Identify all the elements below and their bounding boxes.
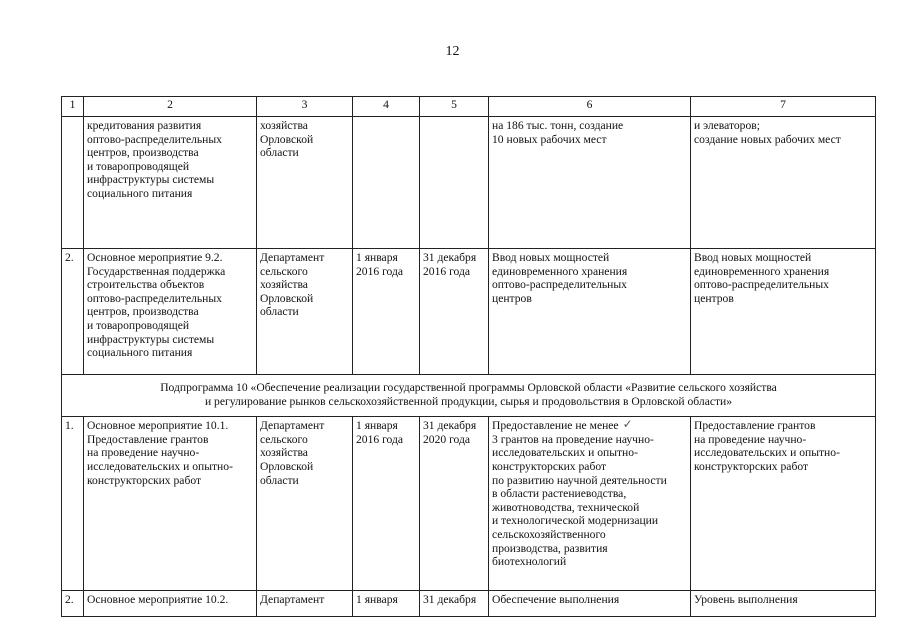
row-number-cell: 2. <box>62 249 84 375</box>
measure-name-cell <box>84 117 257 249</box>
measure-name-cell <box>84 417 257 591</box>
consequence-line: Уровень выполнения <box>694 593 798 607</box>
executor-line: Департамент <box>260 419 325 433</box>
measure-name-line: центров, производства <box>87 305 199 319</box>
start-date-line: 1 января <box>356 593 398 607</box>
executor-line: области <box>260 305 299 319</box>
expected-result-line: по развитию научной деятельности <box>492 473 667 487</box>
consequence-line: конструкторских работ <box>694 459 809 473</box>
consequence-line: и элеваторов; <box>694 119 760 132</box>
end-date-cell <box>420 117 489 249</box>
end-date-line: 31 декабря <box>423 251 477 264</box>
start-date-line: 1 января <box>356 419 398 433</box>
end-date-cell <box>420 417 489 591</box>
measure-name-line: социального питания <box>87 346 193 360</box>
consequence-cell <box>691 249 876 375</box>
expected-result-line: животноводства, технической <box>492 500 640 514</box>
measure-name-line: инфраструктуры системы <box>87 332 215 346</box>
measure-name-cell <box>84 591 257 617</box>
expected-result-line: оптово-распределительных <box>492 278 627 292</box>
start-date-cell <box>353 249 420 375</box>
expected-result-line: Ввод новых мощностей <box>492 251 610 264</box>
expected-result-line: Обеспечение выполнения <box>492 593 620 607</box>
end-date-line: 31 декабря <box>423 593 477 607</box>
measure-name-cell <box>84 249 257 375</box>
table-row <box>62 417 876 591</box>
executor-cell <box>257 117 353 249</box>
row-number-cell: 2. <box>62 591 84 617</box>
header-cell: 4 <box>353 97 420 117</box>
expected-result-line: на 186 тыс. тонн, создание <box>492 119 624 132</box>
expected-result-cell <box>489 249 691 375</box>
end-date-line: 2016 года <box>423 264 471 278</box>
expected-result-line: исследовательских и опытно- <box>492 446 638 460</box>
start-date-cell <box>353 591 420 617</box>
expected-result-line: центров <box>492 291 532 305</box>
consequence-cell <box>691 117 876 249</box>
measure-name-line: Основное мероприятие 10.1. <box>87 419 229 433</box>
measure-name-line: и товаропроводящей <box>87 159 190 173</box>
table-row <box>62 249 876 375</box>
expected-result-cell <box>489 417 691 591</box>
executor-line: сельского <box>260 432 308 446</box>
measure-name-line: инфраструктуры системы <box>87 173 215 187</box>
measure-name-line: и товаропроводящей <box>87 318 190 332</box>
consequence-line: Ввод новых мощностей <box>694 251 812 264</box>
executor-cell <box>257 249 353 375</box>
consequence-line: создание новых рабочих мест <box>694 132 841 146</box>
expected-result-line: конструкторских работ <box>492 459 607 473</box>
consequence-line: на проведение научно- <box>694 432 807 446</box>
subprogram-row <box>62 375 876 417</box>
executor-line: сельского <box>260 264 308 278</box>
executor-line: Орловской <box>260 291 314 305</box>
executor-line: Департамент <box>260 593 325 607</box>
subprogram-title-line: Подпрограмма 10 «Обеспечение реализации государственной программы Орловской области «Развитие сельского хозяйства <box>160 381 777 394</box>
measure-name-line: Предоставление грантов <box>87 432 209 446</box>
end-date-line: 31 декабря <box>423 419 477 433</box>
start-date-cell <box>353 117 420 249</box>
executor-line: Орловской <box>260 132 314 146</box>
expected-result-line: 10 новых рабочих мест <box>492 132 607 146</box>
measure-name-line: центров, производства <box>87 146 199 160</box>
header-cell: 2 <box>84 97 257 117</box>
end-date-line: 2020 года <box>423 432 471 446</box>
header-row <box>62 97 876 117</box>
consequence-cell <box>691 417 876 591</box>
executor-cell <box>257 417 353 591</box>
expected-result-line: единовременного хранения <box>492 264 628 278</box>
executor-line: Орловской <box>260 459 314 473</box>
consequence-line: единовременного хранения <box>694 264 830 278</box>
measure-name-line: оптово-распределительных <box>87 132 222 146</box>
expected-result-line: и технологической модернизации <box>492 514 659 528</box>
expected-result-line: 3 грантов на проведение научно- <box>492 432 654 446</box>
check-mark-icon: ✓ <box>622 417 633 432</box>
expected-result-line: в области растениеводства, <box>492 487 627 501</box>
row-number-cell: 1. <box>62 417 84 591</box>
start-date-line: 2016 года <box>356 432 404 446</box>
executor-line: хозяйства <box>260 119 308 132</box>
executor-line: хозяйства <box>260 278 308 292</box>
consequence-line: исследовательских и опытно- <box>694 446 840 460</box>
expected-result-line: биотехнологий <box>492 555 567 569</box>
subprogram-title <box>62 375 876 417</box>
start-date-line: 2016 года <box>356 264 404 278</box>
consequence-cell <box>691 591 876 617</box>
measure-name-line: Государственная поддержка <box>87 264 226 278</box>
subprogram-title-line: и регулирование рынков сельскохозяйственной продукции, сырья и продовольствия в Орловской области» <box>204 394 733 408</box>
executor-line: хозяйства <box>260 446 308 460</box>
expected-result-line: сельскохозяйственного <box>492 527 606 541</box>
executor-line: Департамент <box>260 251 325 264</box>
measure-name-line: на проведение научно- <box>87 446 200 460</box>
header-cell: 1 <box>62 97 84 117</box>
measure-name-line: кредитования развития <box>87 119 202 132</box>
row-number-cell <box>62 117 84 249</box>
header-cell: 6 <box>489 97 691 117</box>
measure-name-line: оптово-распределительных <box>87 291 222 305</box>
consequence-line: Предоставление грантов <box>694 419 816 433</box>
executor-line: области <box>260 146 299 160</box>
table-row <box>62 591 876 617</box>
consequence-line: оптово-распределительных <box>694 278 829 292</box>
measure-name-line: исследовательских и опытно- <box>87 459 233 473</box>
measure-name-line: конструкторских работ <box>87 473 202 487</box>
measure-name-line: Основное мероприятие 10.2. <box>87 593 229 607</box>
executor-line: области <box>260 473 299 487</box>
header-cell: 7 <box>691 97 876 117</box>
end-date-cell <box>420 591 489 617</box>
measure-name-line: строительства объектов <box>87 278 205 292</box>
start-date-line: 1 января <box>356 251 398 264</box>
expected-result-line: Предоставление не менее ✓ <box>492 417 633 433</box>
header-cell: 3 <box>257 97 353 117</box>
measures-table <box>61 96 876 617</box>
end-date-cell <box>420 249 489 375</box>
page-number: 12 <box>445 44 460 59</box>
table-row <box>62 117 876 249</box>
header-cell: 5 <box>420 97 489 117</box>
executor-cell <box>257 591 353 617</box>
measure-name-line: социального питания <box>87 186 193 200</box>
expected-result-cell <box>489 117 691 249</box>
consequence-line: центров <box>694 291 734 305</box>
expected-result-cell <box>489 591 691 617</box>
measure-name-line: Основное мероприятие 9.2. <box>87 251 223 264</box>
start-date-cell <box>353 417 420 591</box>
expected-result-line: производства, развития <box>492 541 608 555</box>
